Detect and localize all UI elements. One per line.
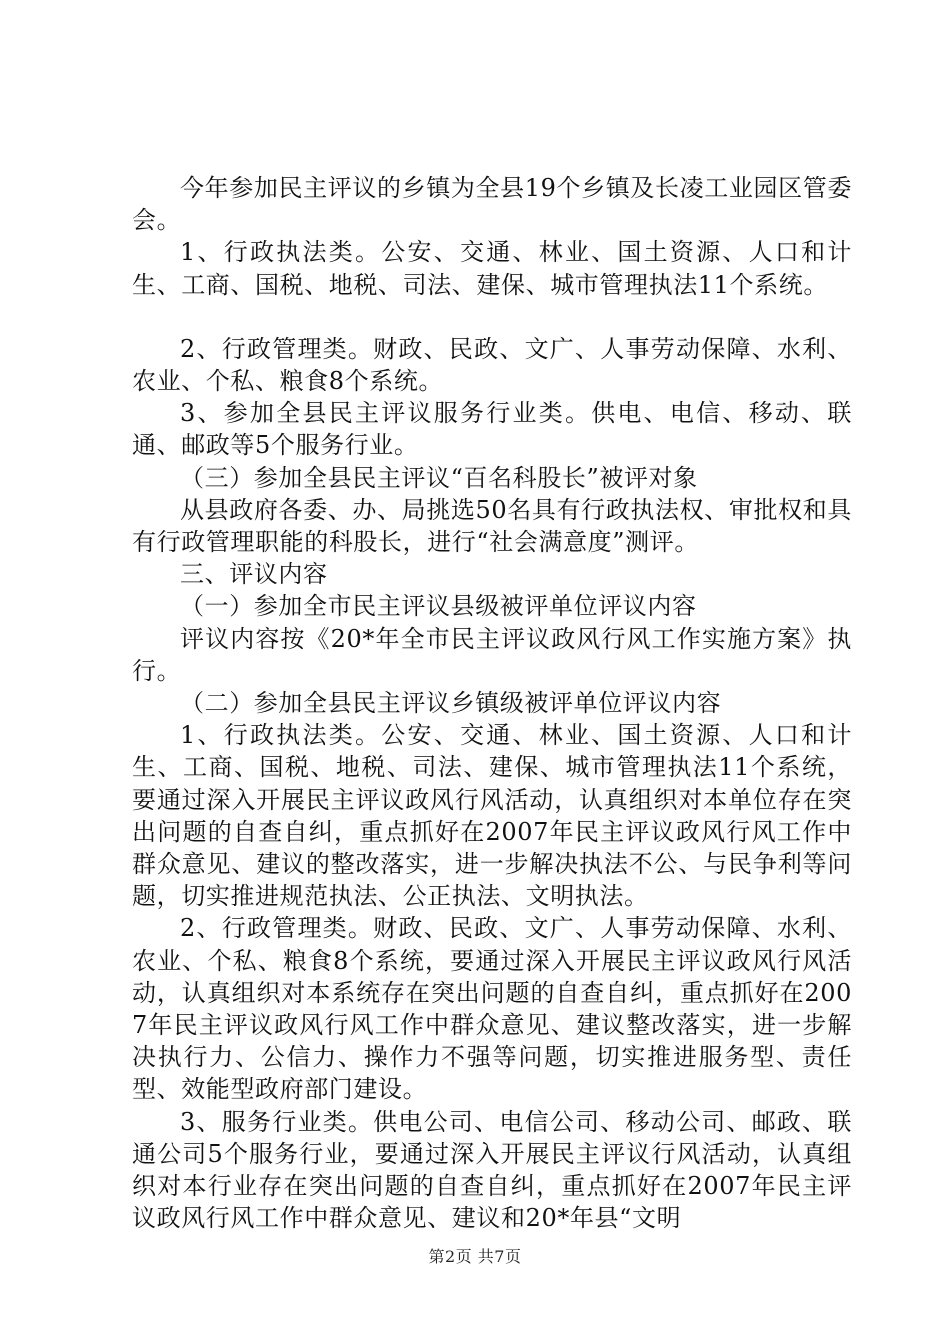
- paragraph-administrative-management-systems: 2、行政管理类。财政、民政、文广、人事劳动保障、水利、农业、个私、粮食8个系统。: [132, 334, 852, 396]
- paragraph-township-scope: 今年参加民主评议的乡镇为全县19个乡镇及长凌工业园区管委会。: [132, 174, 852, 235]
- section-heading-section-chiefs: （三）参加全县民主评议“百名科股长”被评对象: [180, 463, 698, 492]
- document-body: [132, 172, 852, 1235]
- subheading-county-level-content: （一）参加全市民主评议县级被评单位评议内容: [180, 592, 697, 621]
- paragraph-section-chief-selection: 从县政府各委、办、局挑选50名具有行政执法权、审批权和具有行政管理职能的科股长，进行“社会满意度”测评。: [132, 495, 852, 557]
- paragraph-service-industries: 3、参加全县民主评议服务行业类。供电、电信、移动、联通、邮政等5个服务行业。: [132, 399, 852, 460]
- section-heading-evaluation-content: 三、评议内容: [180, 560, 328, 589]
- paragraph-county-level-plan: 评议内容按《20*年全市民主评议政风行风工作实施方案》执行。: [132, 624, 852, 685]
- paragraph-service-industry-requirements: 3、服务行业类。供电公司、电信公司、移动公司、邮政、联通公司5个服务行业，要通过深入开展民主评议行风活动，认真组织对本行业存在突出问题的自查自纠，重点抓好在2007年民主评议政风行风工作中群众意见、建议和20*年县“文明: [132, 1107, 852, 1233]
- paragraph-law-enforcement-systems: 1、行政执法类。公安、交通、林业、国土资源、人口和计生、工商、国税、地税、司法、建保、城市管理执法11个系统。: [132, 238, 852, 299]
- subheading-township-level-content: （二）参加全县民主评议乡镇级被评单位评议内容: [180, 689, 722, 718]
- page-number-footer: 第2页 共7页: [428, 1247, 522, 1266]
- paragraph-law-enforcement-requirements: 1、行政执法类。公安、交通、林业、国土资源、人口和计生、工商、国税、地税、司法、建保、城市管理执法11个系统，要通过深入开展民主评议政风行风活动，认真组织对本单位存在突出问题的自查自纠，重点抓好在2007年民主评议政风行风工作中群众意见、建议的整改落实，进一步解决执法不公、与民争利等问题，切实推进规范执法、公正执法、文明执法。: [132, 721, 852, 911]
- paragraph-administrative-requirements: 2、行政管理类。财政、民政、文广、人事劳动保障、水利、农业、个私、粮食8个系统，要通过深入开展民主评议政风行风活动，认真组织对本系统存在突出问题的自查自纠，重点抓好在2007年民主评议政风行风工作中群众意见、建议整改落实，进一步解决执行力、公信力、操作力不强等问题，切实推进服务型、责任型、效能型政府部门建设。: [132, 914, 852, 1104]
